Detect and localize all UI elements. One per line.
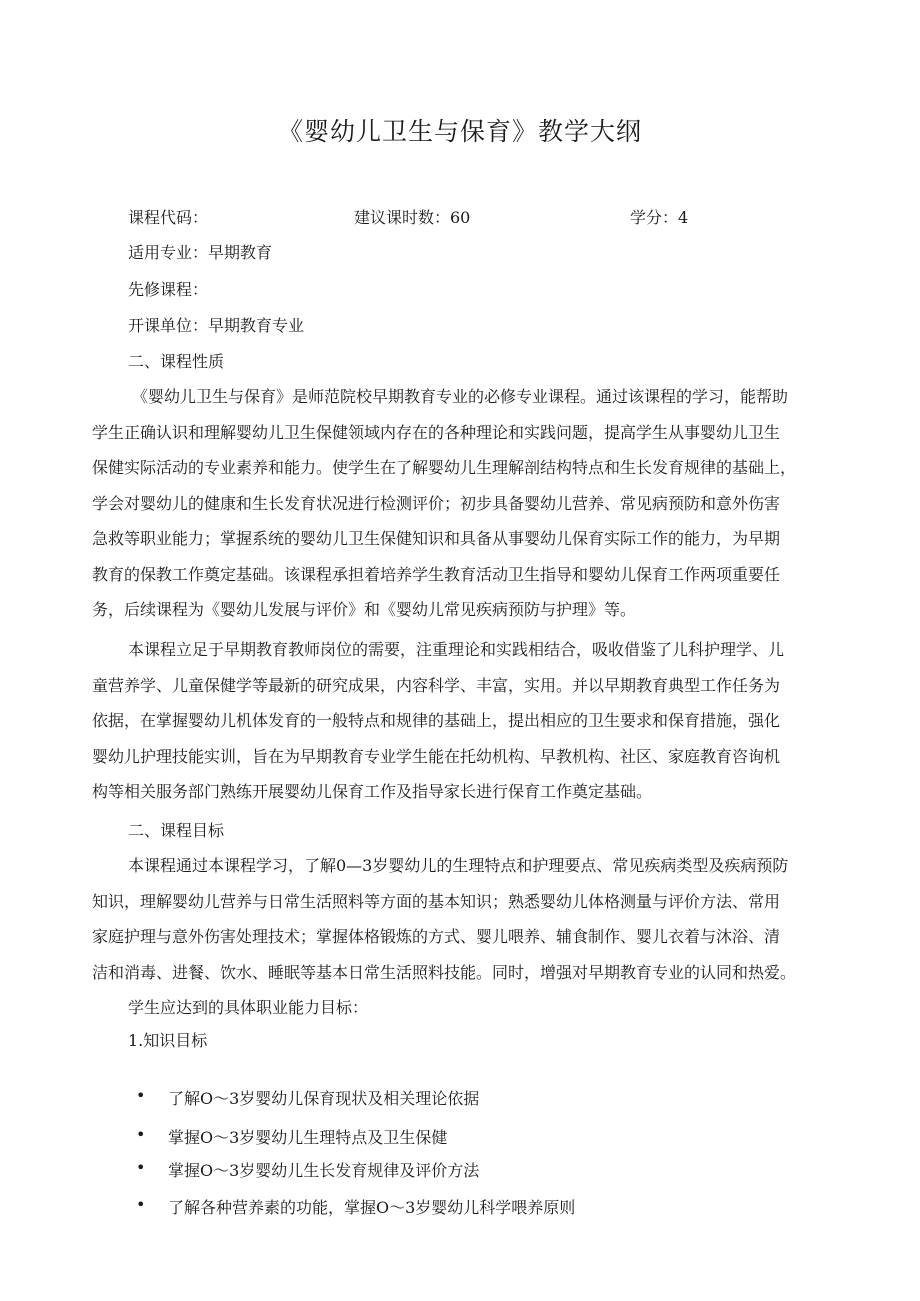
course-credit-label: 学分：4	[630, 208, 689, 227]
bullet-icon: •	[136, 1158, 146, 1177]
paragraph-line: 童营养学、儿童保健学等最新的研究成果，内容科学、丰富，实用。并以早期教育典型工作任务为	[92, 675, 781, 695]
document-title: 《婴幼儿卫生与保育》教学大纲	[277, 117, 642, 146]
prerequisite-courses: 先修课程：	[128, 280, 209, 299]
paragraph-line: 本课程通过本课程学习，了解0—3岁婴幼儿的生理特点和护理要点、常见疾病类型及疾病预防	[128, 856, 789, 875]
list-item-text: 了解O～3岁婴幼儿保育现状及相关理论依据	[168, 1089, 480, 1108]
bullet-icon: •	[136, 1086, 146, 1105]
bullet-icon: •	[136, 1125, 146, 1144]
paragraph-line: 知识，理解婴幼儿营养与日常生活照料等方面的基本知识；熟悉婴幼儿体格测量与评价方法、常用	[92, 891, 781, 911]
nature-paragraph-1	[92, 379, 830, 628]
bullet-icon: •	[136, 1195, 146, 1214]
paragraph-line: 保健实际活动的专业素养和能力。使学生在了解婴幼儿生理解剖结构特点和生长发育规律的基础上，	[92, 458, 797, 477]
nature-paragraph-2	[92, 632, 830, 810]
paragraph-line: 务，后续课程为《婴幼儿发展与评价》和《婴幼儿常见疾病预防与护理》等。	[92, 600, 637, 619]
knowledge-goals-heading: 1.知识目标	[128, 1031, 208, 1050]
paragraph-line: 婴幼儿护理技能实训，旨在为早期教育专业学生能在托幼机构、早教机构、社区、家庭教育咨询机	[92, 746, 781, 766]
paragraph-line: 学会对婴幼儿的健康和生长发育状况进行检测评价；初步具备婴幼儿营养、常见病预防和意外伤害	[92, 493, 781, 513]
goals-paragraph	[92, 848, 830, 1026]
section-heading-goals: 二、课程目标	[128, 821, 225, 840]
paragraph-line: 家庭护理与意外伤害处理技术；掌握体格锻炼的方式、婴儿喂养、辅食制作、婴儿衣着与沐浴、清	[92, 927, 781, 946]
applicable-major: 适用专业：早期教育	[128, 243, 273, 262]
paragraph-line: 依据，在掌握婴幼儿机体发育的一般特点和规律的基础上，提出相应的卫生要求和保育措施，强化	[92, 711, 781, 730]
paragraph-line: 《婴幼儿卫生与保育》是师范院校早期教育专业的必修专业课程。通过该课程的学习，能帮助	[132, 387, 789, 406]
list-item-text: 掌握O～3岁婴幼儿生长发育规律及评价方法	[168, 1161, 480, 1180]
course-code-label: 课程代码：	[128, 208, 209, 227]
course-hours-label: 建议课时数：60	[354, 208, 471, 227]
paragraph-line: 教育的保教工作奠定基础。该课程承担着培养学生教育活动卫生指导和婴幼儿保育工作两项重要任	[92, 564, 781, 584]
paragraph-line: 急救等职业能力；掌握系统的婴幼儿卫生保健知识和具备从事婴幼儿保育实际工作的能力，为早期	[92, 529, 781, 548]
section-heading-nature: 二、课程性质	[128, 352, 225, 371]
paragraph-line: 洁和消毒、进餐、饮水、睡眠等基本日常生活照料技能。同时，增强对早期教育专业的认同和热爱。	[92, 962, 797, 982]
paragraph-line: 本课程立足于早期教育教师岗位的需要，注重理论和实践相结合，吸收借鉴了儿科护理学、儿	[128, 640, 785, 659]
paragraph-line: 学生应达到的具体职业能力目标：	[128, 998, 369, 1017]
offering-department: 开课单位：早期教育专业	[128, 316, 305, 335]
list-item-text: 掌握O～3岁婴幼儿生理特点及卫生保健	[168, 1128, 448, 1147]
list-item-text: 了解各种营养素的功能，掌握O～3岁婴幼儿科学喂养原则	[168, 1198, 576, 1217]
paragraph-line: 学生正确认识和理解婴幼儿卫生保健领域内存在的各种理论和实践问题，提高学生从事婴幼儿卫生	[92, 422, 781, 442]
paragraph-line: 构等相关服务部门熟练开展婴幼儿保育工作及指导家长进行保育工作奠定基础。	[92, 782, 653, 801]
